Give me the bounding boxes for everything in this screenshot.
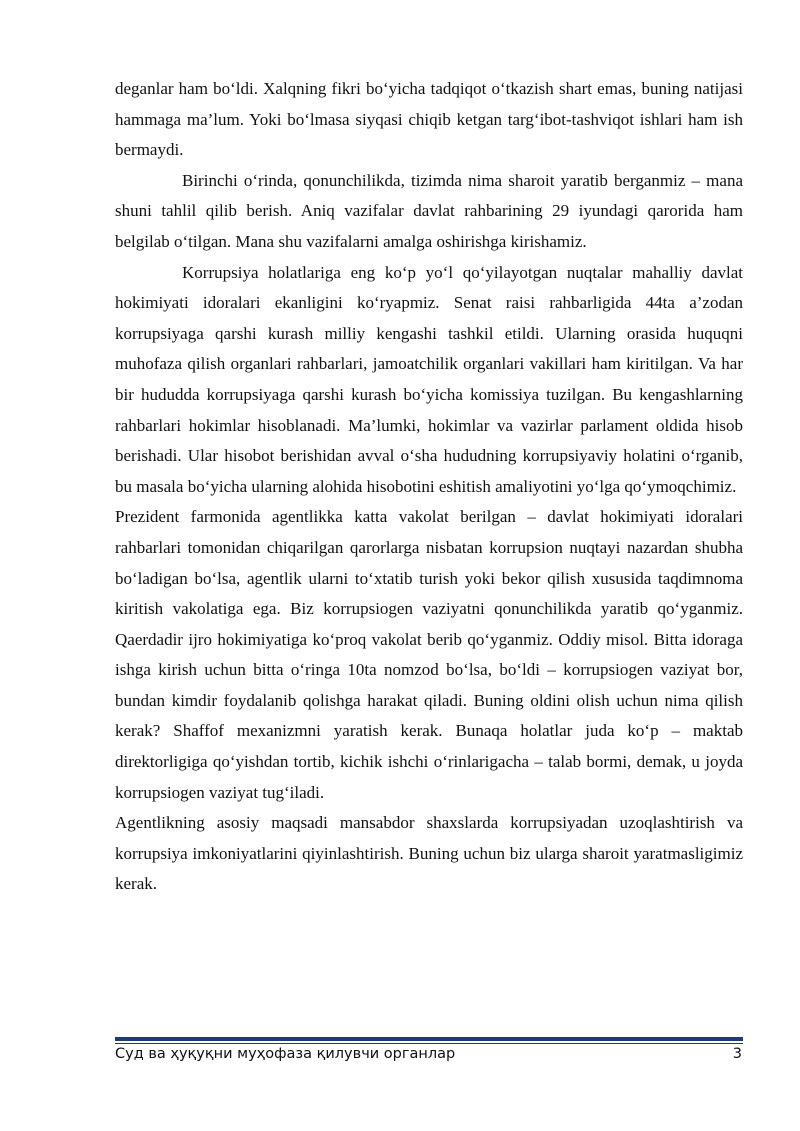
footer-title: Суд ва ҳуқуқни муҳофаза қилувчи органлар <box>115 1046 456 1062</box>
paragraph-agency-goal: Agentlikning asosiy maqsadi mansabdor shaxslarda korrupsiyadan uzoqlashtirish va korrupsiya imkoniyatlarini qiyinlashtirish. Buning uchun biz ularga sharoit yaratmasligimiz kerak. <box>115 813 743 894</box>
paragraph-local-authorities: Korrupsiya holatlariga eng ko‘p yo‘l qo‘yilayotgan nuqtalar mahalliy davlat hokimiyati idoralari ekanligini ko‘ryapmiz. Senat raisi rahbarligida 44ta a’zodan korrupsiyaga qarshi kurash milliy kengashi tashkil etildi. Ularning orasida huquqni muhofaza qilish organlari rahbarlari, jamoatchilik organlari vakillari ham kiritilgan. Va har bir hududda korrupsiyaga qarshi kurash bo‘yicha komissiya tuzilgan. Bu kengashlarning rahbarlari hokimlar hisoblanadi. Ma’lumki, hokimlar va vazirlar parlament oldida hisob berishadi. Ular hisobot berishidan avval o‘sha hududning korrupsiyaviy holatini o‘rganib, bu masala bo‘yicha ularning alohida hisobotini eshitish amaliyotini yo‘lga qo‘ymoqchimiz. <box>115 262 743 496</box>
paragraph-legislation: Birinchi o‘rinda, qonunchilikda, tizimda nima sharoit yaratib berganmiz – mana shuni tahlil qilib berish. Aniq vazifalar davlat rahbarining 29 iyundagi qarorida ham belgilab o‘tilgan. Mana shu vazifalarni amalga oshirishga kirishamiz. <box>115 170 743 251</box>
body-text <box>115 74 743 900</box>
paragraph-presidential-decree: Prezident farmonida agentlikka katta vakolat berilgan – davlat hokimiyati idoralari rahbarlari tomonidan chiqarilgan qarorlarga nisbatan korrupsion nuqtayi nazardan shubha bo‘ladigan bo‘lsa, agentlik ularni to‘xtatib turish yoki bekor qilish xususida taqdimnoma kiritish vakolatiga ega. Biz korrupsiogen vaziyatni qonunchilikda yaratib qo‘yganmiz. Qaerdadir ijro hokimiyatiga ko‘proq vakolat berib qo‘yganmiz. Oddiy misol. Bitta idoraga ishga kirish uchun bitta o‘ringa 10ta nomzod bo‘lsa, bo‘ldi – korrupsiogen vaziyat bor, bundan kimdir foydalanib qolishga harakat qiladi. Buning oldini olish uchun nima qilish kerak? Shaffof mexanizmni yaratish kerak. Bunaqa holatlar juda ko‘p – maktab direktorligiga qo‘yishdan tortib, kichik ishchi o‘rinlarigacha – talab bormi, demak, u joyda korrupsiogen vaziyat tug‘iladi. <box>115 507 743 802</box>
paragraph-continuation: deganlar ham bo‘ldi. Xalqning fikri bo‘yicha tadqiqot o‘tkazish shart emas, buning natijasi hammaga ma’lum. Yoki bo‘lmasa siyqasi chiqib ketgan targ‘ibot-tashviqot ishlari ham ish bermaydi. <box>115 79 743 160</box>
footer-rule-thick <box>115 1037 743 1041</box>
footer-rule-thin <box>115 1043 743 1044</box>
page-number: 3 <box>732 1046 742 1062</box>
